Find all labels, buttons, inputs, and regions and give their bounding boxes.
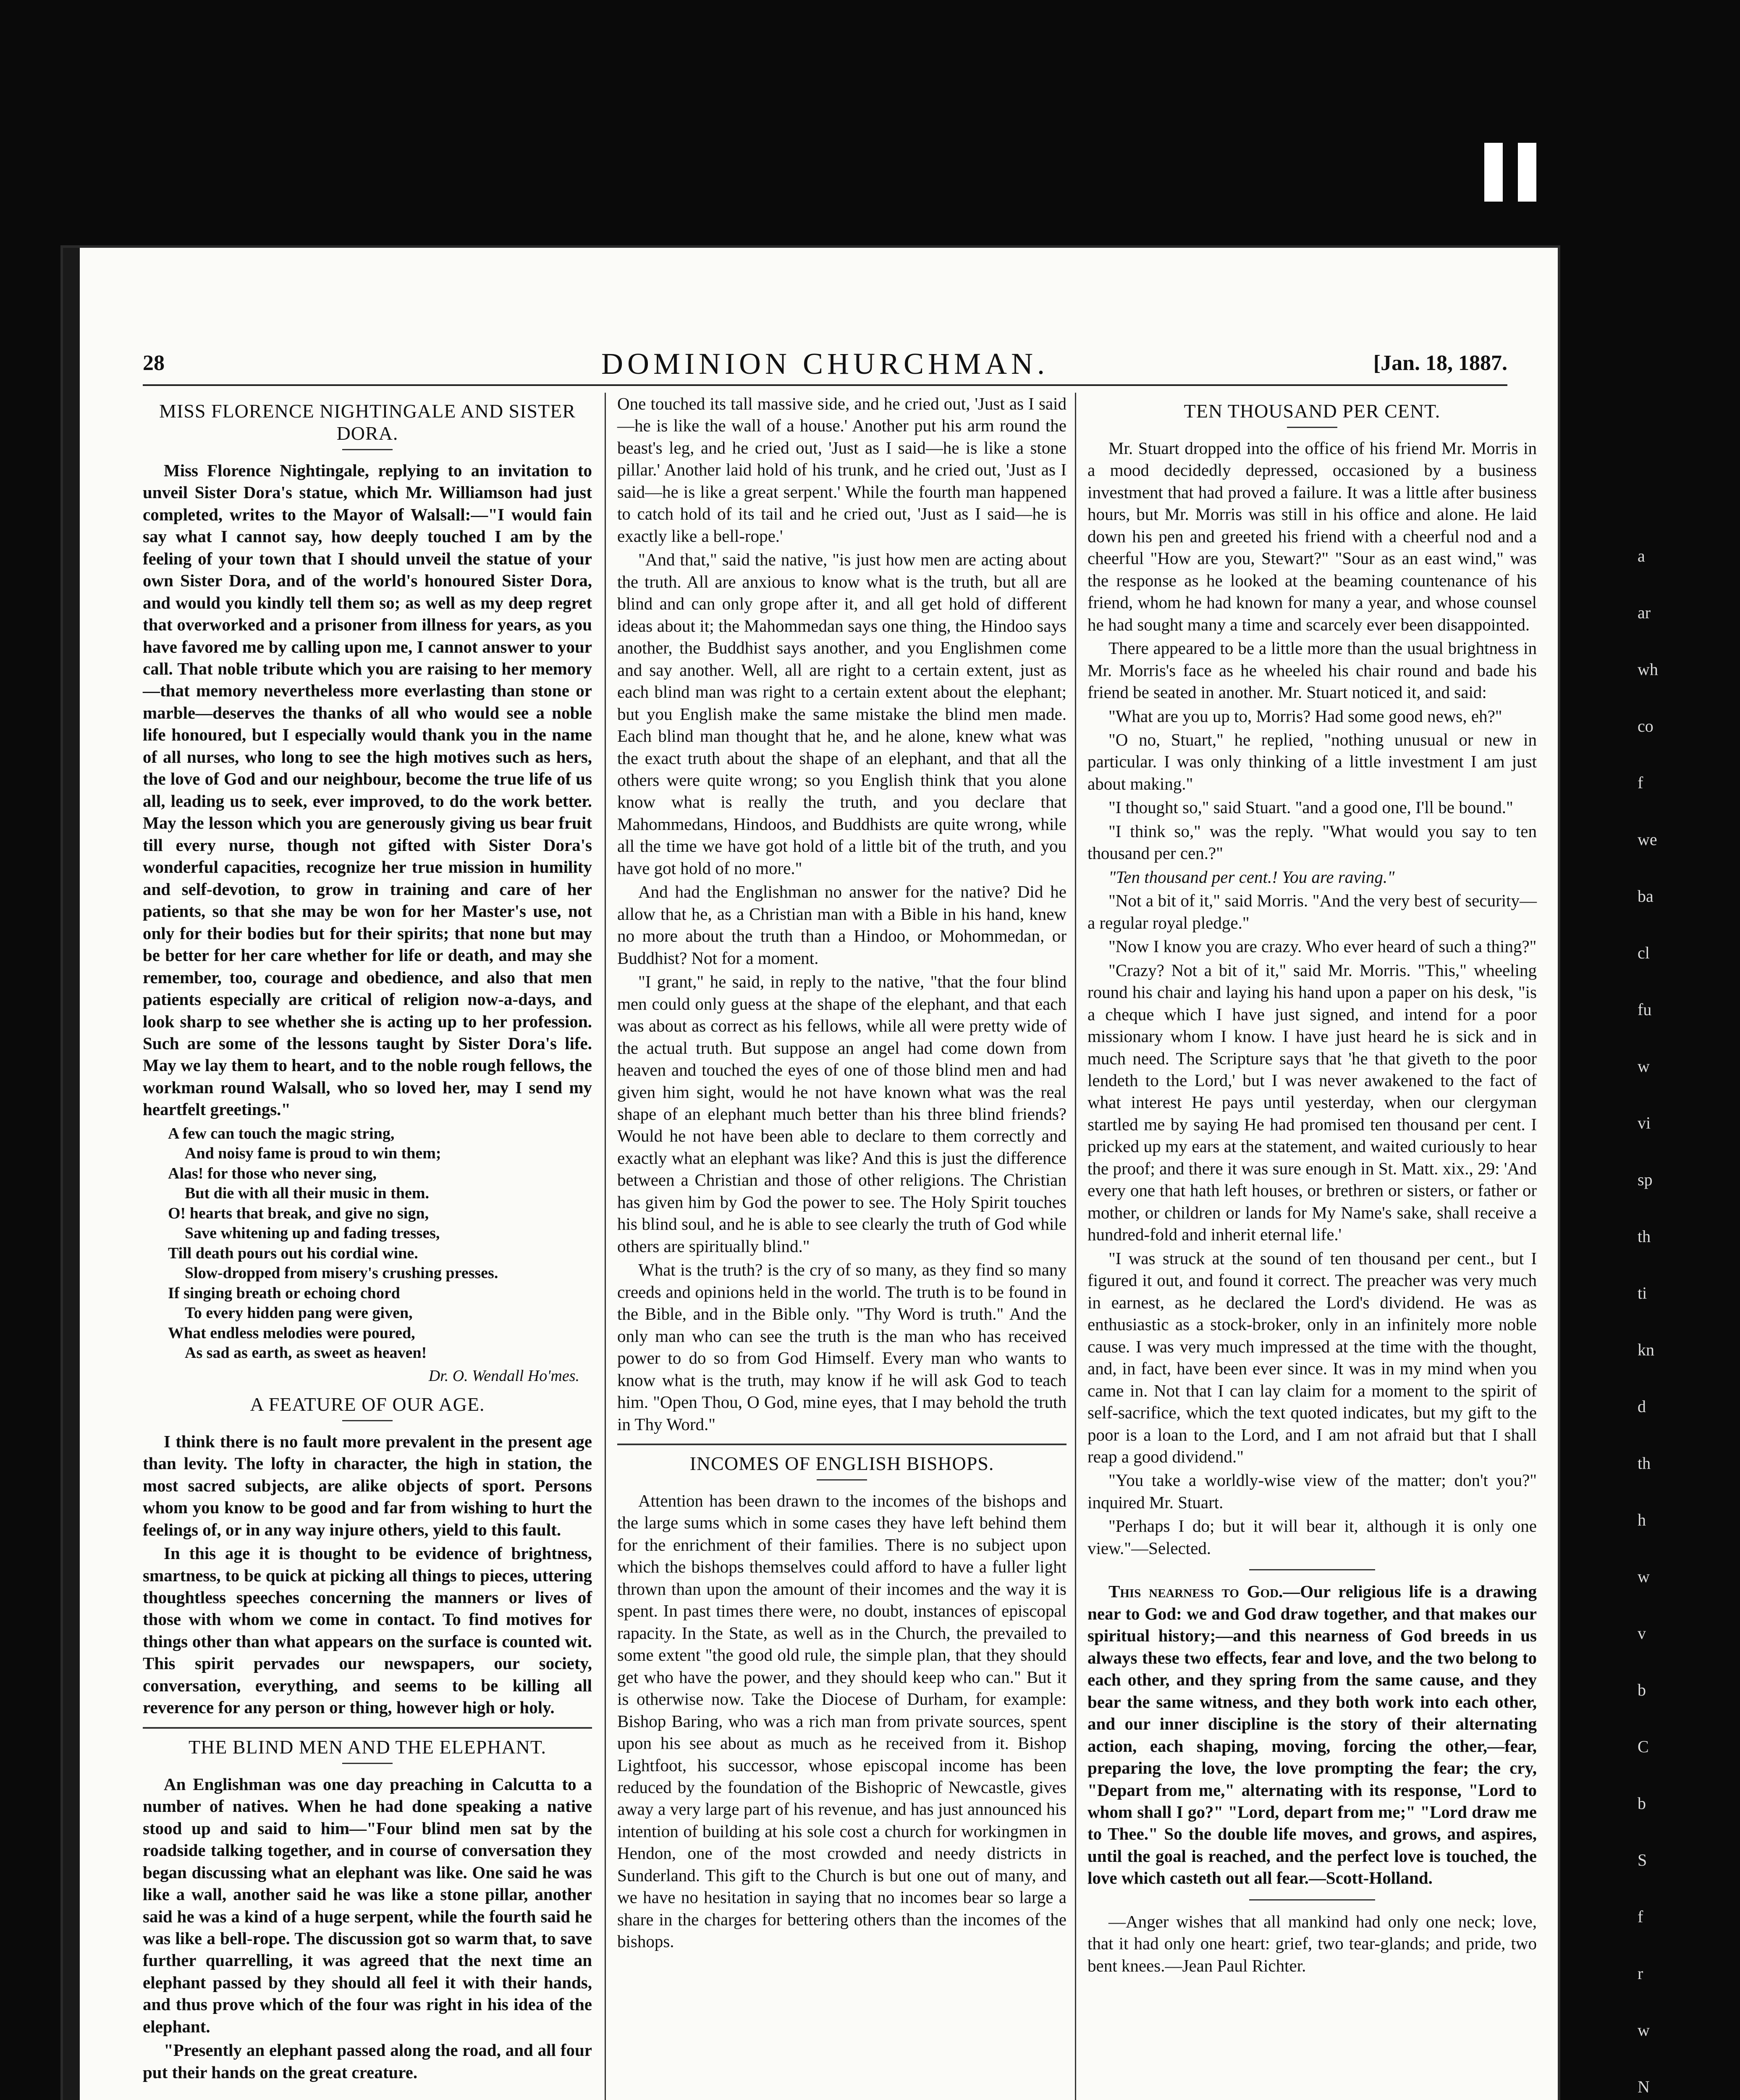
adjacent-page-fragment: b: [1638, 1794, 1646, 1813]
poem-line: Slow-dropped from misery's crushing presses.: [185, 1264, 498, 1282]
ten-thousand-title: TEN THOUSAND PER CENT.: [1184, 400, 1441, 422]
column-1: [143, 393, 592, 2085]
adjacent-page-fragment: wh: [1638, 660, 1658, 679]
adjacent-page-fragment: ar: [1638, 603, 1651, 622]
adjacent-page-fragment: N: [1638, 2077, 1650, 2096]
poem-line: Alas! for those who never sing,: [168, 1164, 377, 1182]
header-rule: [143, 384, 1507, 386]
column-rule-1: [605, 393, 606, 2100]
nearness-lead: This nearness to God.: [1108, 1582, 1283, 1601]
poem-line: A few can touch the magic string,: [168, 1124, 395, 1142]
poem-line: If singing breath or echoing chord: [168, 1284, 400, 1302]
adjacent-page-fragment: fu: [1638, 1000, 1652, 1019]
ten-thousand-paragraph: There appeared to be a little more than the usual brightness in Mr. Morris's face as he wheeled his chair round and bade his friend be seated in another. Mr. Stuart noticed it, and said:: [1088, 638, 1537, 702]
poem-line: What endless melodies were poured,: [168, 1324, 415, 1342]
divider: [617, 1444, 1067, 1445]
ten-thousand-paragraph: Mr. Stuart dropped into the office of his friend Mr. Morris in a mood decidedly depressed, occasioned by a business investment that had proved a failure. It was a little after business hours, but Mr. Morris was still in his office and alone. He laid down his pen and greeted his friend with a cheerful nod and a cheerful "How are you, Stewart?" "Sour as an east wind," was the response as he looked at the beaming countenance of his friend, whom he had known for many a year, and whose counsel he had sought many a time and scarcely ever been disappointed.: [1088, 438, 1537, 634]
adjacent-page-fragment: we: [1638, 830, 1657, 849]
adjacent-page-fragment: S: [1638, 1851, 1647, 1869]
poem-line: To every hidden pang were given,: [185, 1304, 413, 1322]
divider: [1249, 1899, 1375, 1900]
poem-line: But die with all their music in them.: [185, 1184, 429, 1202]
page-header: [143, 338, 1507, 380]
column-rule-2: [1075, 393, 1076, 2100]
divider: [817, 1479, 867, 1480]
ten-thousand-paragraph: "I was struck at the sound of ten thousand per cent., but I figured it out, and found it correct. The preacher was very much in earnest, as he declared the Lord's dividend. He was as enthusiastic as a stock-broker, only in an infinitely more noble cause. I was very much impressed at the time with the thought, and, in fact, have been ever since. It was in my mind when you came in. Not that I can lay claim for a moment to the spirit of self-sacrifice, which the text quoted indicates, but my gift to the poor is a loan to the Lord, and I am not afraid but that I shall reap a good dividend.": [1088, 1248, 1537, 1466]
divider: [342, 1420, 393, 1421]
divider: [143, 1727, 592, 1729]
nightingale-title: MISS FLORENCE NIGHTINGALE AND SISTER DORA.: [159, 400, 576, 444]
adjacent-page-fragment: h: [1638, 1510, 1646, 1529]
adjacent-page-fragment: ti: [1638, 1284, 1647, 1302]
blind-men-paragraph: "Presently an elephant passed along the road, and all four put their hands on the great creature.: [143, 2040, 592, 2082]
issue-date: [Jan. 18, 1887.: [1373, 351, 1507, 375]
nearness-paragraph: [1088, 1580, 1537, 1889]
feature-title: A FEATURE OF OUR AGE.: [250, 1393, 485, 1415]
blind-men-paragraph: What is the truth? is the cry of so many, as they find so many creeds and opinions held in the world. The truth is to be found in the Bible, and in the Bible only. "Thy Word is truth." And the only man who can see the truth is the man who has received power to do so from God Himself. Every man who wants to know what is the truth, may know if he will ask God to teach him. "Open Thou, O God, mine eyes, that I may behold the truth in Thy Word.": [617, 1260, 1067, 1434]
adjacent-page-fragment: a: [1638, 546, 1645, 565]
ten-thousand-paragraph: "I thought so," said Stuart. "and a good one, I'll be bound.": [1108, 798, 1513, 817]
binding-edge: [63, 248, 80, 2100]
incomes-paragraph: Attention has been drawn to the incomes of the bishops and the large sums which in some cases they have left behind them for the enrichment of their families. There is no subject upon which the bishops themselves could afford to have a fuller light thrown than upon the amount of their incomes and the way it is spent. In past times there were, no doubt, instances of episcopal rapacity. In the State, as well as in the Church, the prevailed to some extent "the good old rule, the simple plan, that they should get who have the power, and they should keep who can." But it is otherwise now. Take the Diocese of Durham, for example: Bishop Baring, who was a rich man from private sources, spent upon his see about as much as he received from it. Bishop Lightfoot, his successor, whose episcopal income has been reduced by the foundation of the Bishopric of Newcastle, gives away a very large part of his revenue, and has just announced his intention of building at his sole cost a church for workingmen in Hendon, one of the most crowded and needy districts in Sunderland. This gift to the Church is but one out of many, and we have no hesitation in saying that no incomes bear so large a share in the charges for bettering others than the incomes of the bishops.: [617, 1491, 1067, 1951]
column-2: [617, 393, 1067, 1954]
nightingale-paragraph: Miss Florence Nightingale, replying to an invitation to unveil Sister Dora's statue, which Mr. Williamson had just completed, writes to the Mayor of Walsall:—"I would fain say what I cannot say, how deeply touched I am by the feeling of your town that I should unveil the statue of your own Sister Dora, and of the world's honoured Sister Dora, and would you kindly tell them so; as well as my deep regret that overworked and a prisoner from illness for years, as you have favored me by calling upon me, I cannot answer to your call. That noble tribute which you are raising to her memory—that memory nevertheless more everlasting than stone or marble—deserves the thanks of all who would see a noble life honoured, but I especially would thank you in the name of all nurses, who long to see the high motives such as hers, the love of God and our neighbour, become the true life of us all, leading us to seek, ever improved, to do the work better. May the lesson which you are generously giving us bear fruit till every nurse, though not gifted with Sister Dora's wonderful capacities, recognize her true mission in humility and self-devotion, to grow in training and care of her patients, so that she may be won for her Master's use, not only for their bodies but for their spirits; that none but may be better for her care whether for life or death, and may she remember, too, courage and obedience, and also that men patients especially are critical of religion now-a-days, and look sharp to see whether she is acting up to her profession. Such are some of the lessons taught by Sister Dora's life. May we lay them to heart, and to the noble rough fellows, the workman round Walsall, who so loved her, may I send my heartfelt greetings.": [143, 460, 592, 1119]
poem: [168, 1124, 592, 1363]
blind-men-paragraph: And had the Englishman no answer for the native? Did he allow that he, as a Christian man with a Bible in his hand, knew no more about the truth than a Hindoo, or Mohommedan, or Buddhist? Not for a moment.: [617, 882, 1067, 968]
poem-line: Till death pours out his cordial wine.: [168, 1244, 418, 1262]
adjacent-page-strip: [1575, 294, 1740, 2100]
newspaper-page: [63, 248, 1558, 2100]
adjacent-page-fragment: f: [1638, 773, 1643, 792]
film-mark-top-2: [1518, 143, 1536, 202]
incomes-title: INCOMES OF ENGLISH BISHOPS.: [689, 1453, 994, 1475]
adjacent-page-fragment: th: [1638, 1227, 1651, 1246]
divider: [1249, 1569, 1375, 1570]
poem-line: As sad as earth, as sweet as heaven!: [185, 1344, 427, 1362]
adjacent-page-fragment: sp: [1638, 1170, 1653, 1189]
adjacent-page-fragment: vi: [1638, 1113, 1651, 1132]
adjacent-page-fragment: w: [1638, 1057, 1650, 1076]
adjacent-page-fragment: co: [1638, 717, 1654, 735]
divider: [1287, 427, 1337, 428]
adjacent-page-fragment: f: [1638, 1907, 1643, 1926]
adjacent-page-fragment: th: [1638, 1454, 1651, 1473]
blind-men-paragraph: An Englishman was one day preaching in Calcutta to a number of natives. When he had done speaking a native stood up and said to him—"Four blind men sat by the roadside talking together, and in course of conversation they began discussing what an elephant was like. One said he was like a wall, another said he was like a stone pillar, another said he was a kind of a huge serpent, while the fourth said he was like a bell-rope. The discussion got so warm that, to save further quarrelling, it was agreed that the next time an elephant passed by they should all feel it with their hands, and thus prove which of the four was right in his idea of the elephant.: [143, 1774, 592, 2036]
adjacent-page-fragment: C: [1638, 1737, 1649, 1756]
masthead: DOMINION CHURCHMAN.: [601, 347, 1049, 381]
divider: [342, 449, 393, 450]
blind-men-paragraph: "And that," said the native, "is just how men are acting about the truth. All are anxious to know what is the truth, but all are blind and can only grope after it, and all get hold of different ideas about it; the Mahommedan says one thing, the Hindoo says another, the Buddhist says another, and you Englishmen come and say another. Well, all are right to a certain extent, just as each blind man was right to a certain extent about the elephant; but you English make the same mistake the blind men made. Each blind man thought that he, and he alone, knew what was the exact truth about the shape of an elephant, and that all the others were quite wrong; so you English think that you alone know what is really the truth, and you declare that Mahommedans, Hindoos, and Buddhists are quite wrong, while all the time we have got hold of a little bit of the truth, and you have got hold of no more.": [617, 550, 1067, 878]
poem-line: And noisy fame is proud to win them;: [185, 1144, 441, 1163]
adjacent-page-fragment: cl: [1638, 943, 1650, 962]
anger-paragraph: —Anger wishes that all mankind had only one neck; love, that it had only one heart: grief, two tear-glands; and pride, two bent knees.—Jean Paul Richter.: [1088, 1911, 1537, 1975]
ten-thousand-paragraph: "Not a bit of it," said Morris. "And the very best of security—a regular royal pledge.": [1088, 891, 1537, 932]
column-3: [1088, 393, 1537, 1978]
blind-men-paragraph: "I grant," he said, in reply to the native, "that the four blind men could only guess at the shape of the elephant, and that each was about as correct as his fellows, while all were pretty wide of the actual truth. But suppose an angel had come down from heaven and touched the eyes of one of those blind men and had given him sight, would he not have known what was the real shape of an elephant much better than his three blind friends? Would he not have been able to declare to them correctly and exactly what an elephant was like? And this is just the difference between a Christian and those of other religions. The Christian has given him by God the power to see. The Holy Spirit touches his blind soul, and he is able to see clearly the truth of God while others are spiritually blind.": [617, 972, 1067, 1256]
adjacent-page-fragment: w: [1638, 1567, 1650, 1586]
adjacent-page-fragment: w: [1638, 2021, 1650, 2040]
poem-line: O! hearts that break, and give no sign,: [168, 1204, 429, 1222]
blind-men-title: THE BLIND MEN AND THE ELEPHANT.: [188, 1736, 547, 1758]
ten-thousand-paragraph: "Ten thousand per cent.! You are raving.": [1108, 867, 1395, 887]
feature-paragraph: I think there is no fault more prevalent in the present age than levity. The lofty in character, the high in station, the most sacred subjects, are alike objects of sport. Persons whom you know to be good and far from wishing to hurt the feelings of, or in any way injure others, yield to this fault.: [143, 1431, 592, 1539]
adjacent-page-fragment: v: [1638, 1624, 1646, 1643]
nearness-text: —Our religious life is a drawing near to God: we and God draw together, and that makes our spiritual history;—and this nearness of God breeds in us always these two effects, fear and love, and the two belong to each other, and they spring from the same cause, and they bear the same witness, and they both work into each other, and our inner discipline is the story of their alternating action, each shaping, moving, forcing the other,—fear, preparing the love, the love prompting the fear; the cry, "Depart from me," alternating with its response, "Lord to whom shall I go?" "Lord, depart from me;" "Lord draw me to Thee." So the double life moves, and grows, and aspires, until the goal is reached, and the perfect love is touched, the love which casteth out all fear.—Scott-Holland.: [1088, 1582, 1537, 1888]
feature-paragraph: In this age it is thought to be evidence of brightness, smartness, to be quick at picking all things to pieces, uttering thoughtless speeches concerning the manners or lives of those with whom we come in contact. To find motives for things other than what appears on the surface is counted wit. This spirit pervades our newspapers, our society, conversation, everything, and seems to be killing all reverence for any person or thing, however high or holy.: [143, 1544, 592, 1717]
adjacent-page-fragment: ba: [1638, 887, 1654, 906]
adjacent-page-fragment: r: [1638, 1964, 1643, 1983]
ten-thousand-paragraph: "Now I know you are crazy. Who ever heard of such a thing?": [1108, 937, 1537, 956]
adjacent-page-fragment: d: [1638, 1397, 1646, 1416]
divider: [342, 1763, 393, 1764]
ten-thousand-paragraph: "O no, Stuart," he replied, "nothing unusual or new in particular. I was only thinking of a little investment I am just about making.": [1088, 730, 1537, 793]
adjacent-page-fragment: b: [1638, 1680, 1646, 1699]
ten-thousand-paragraph: "I think so," was the reply. "What would you say to ten thousand per cen.?": [1088, 821, 1537, 863]
poem-line: Save whitening up and fading tresses,: [185, 1224, 440, 1242]
page-number: 28: [143, 351, 165, 375]
film-mark-top-1: [1484, 143, 1503, 202]
ten-thousand-paragraph: "Perhaps I do; but it will bear it, although it is only one view."—Selected.: [1088, 1516, 1537, 1558]
ten-thousand-paragraph: "You take a worldly-wise view of the matter; don't you?" inquired Mr. Stuart.: [1088, 1470, 1537, 1512]
adjacent-page-fragment: kn: [1638, 1340, 1654, 1359]
ten-thousand-paragraph: "What are you up to, Morris? Had some good news, eh?": [1108, 706, 1502, 726]
blind-men-paragraph: One touched its tall massive side, and he cried out, 'Just as I said—he is like the wall of a house.' Another put his arm round the beast's leg, and he cried out, 'Just as I said—he is like a stone pillar.' Another laid hold of his trunk, and he cried out, 'Just as I said—he is like a great serpent.' While the fourth man happened to catch hold of its tail and he cried out, 'Just as I said—he is exactly like a bell-rope.': [617, 394, 1067, 546]
ten-thousand-paragraph: "Crazy? Not a bit of it," said Mr. Morris. "This," wheeling round his chair and laying his hand upon a paper on his desk, "is a cheque which I have just signed, and intend for a poor missionary whom I know. I have just heard he is sick and in much need. The Scripture says that 'he that giveth to the poor lendeth to the Lord,' but I was never awakened to the fact of what interest He pays until yesterday, when our clergyman startled me by saying He had promised ten thousand per cent. I pricked up my ears at the statement, and waited curiously to hear the proof; and there it was sure enough in St. Matt. xix., 29: 'And every one that hath left houses, or brethren or sisters, or father or mother, or children or lands for My Name's sake, shall receive a hundred-fold and inherit eternal life.': [1088, 960, 1537, 1244]
poem-signature: Dr. O. Wendall Ho'mes.: [428, 1367, 579, 1385]
